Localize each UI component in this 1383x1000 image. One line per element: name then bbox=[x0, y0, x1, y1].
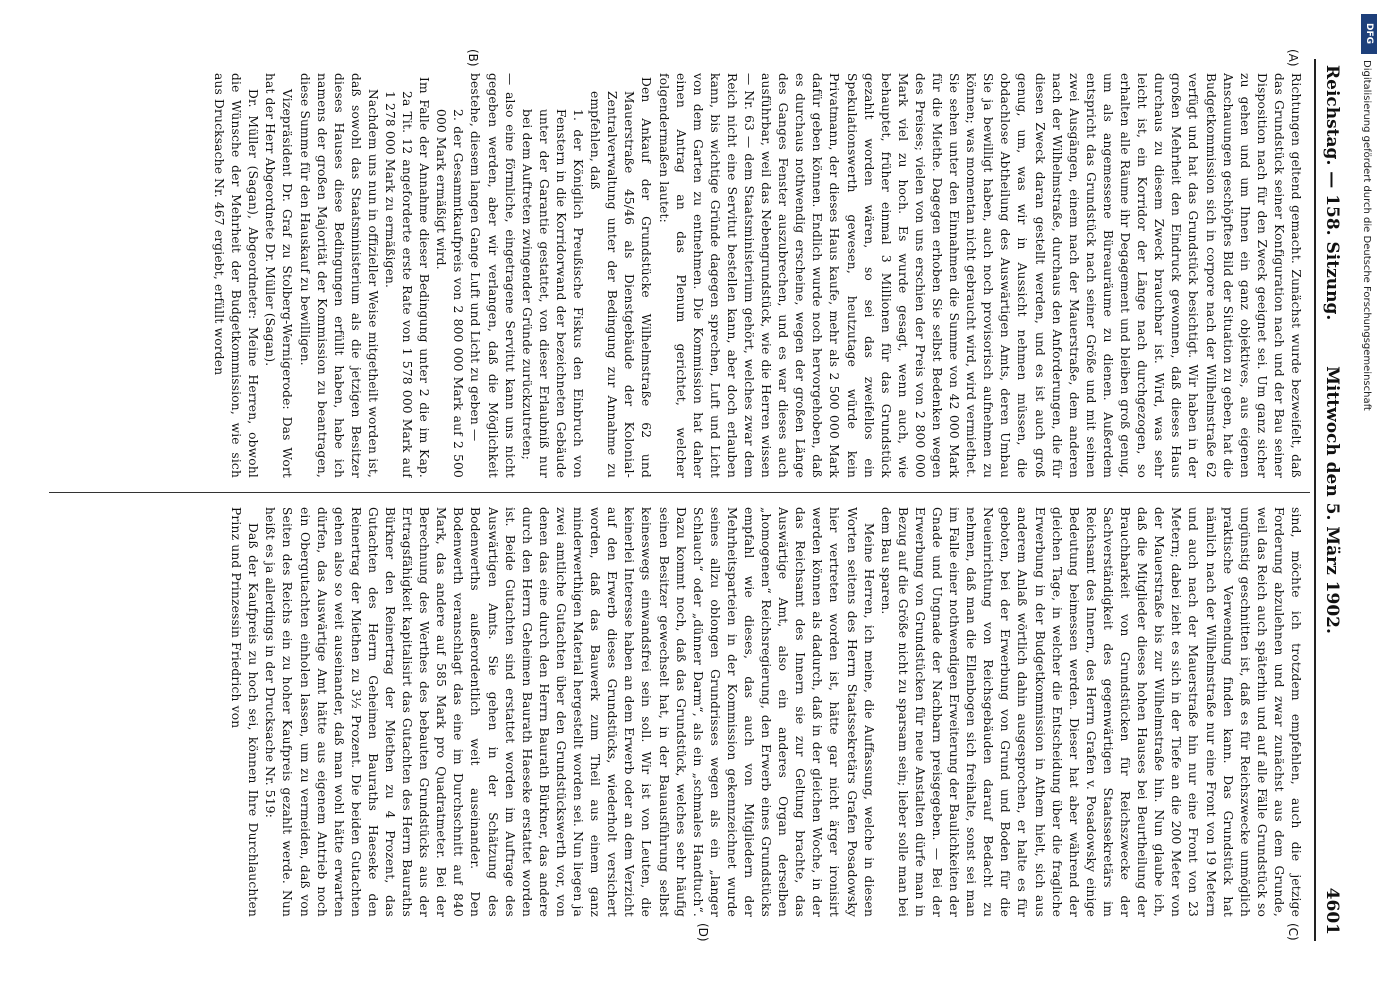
left-column bbox=[47, 73, 1304, 478]
newspaper-page bbox=[35, 45, 1360, 955]
header-date: Mittwoch den 5. März 1902. bbox=[1322, 366, 1342, 634]
paragraph: — also eine förmliche, eingetragene Servitut kann uns nicht gegeben werden, aber wir verlangen, daß die Möglichkeit bestehe, diesem langen Gange Luft und Licht zu geben — bbox=[468, 73, 517, 478]
page-number: 4601 bbox=[1322, 887, 1342, 935]
right-column bbox=[47, 507, 1304, 917]
paragraph: Den Ankauf der Grundstücke Wilhelmstraße 62 und Mauerstraße 45/46 als Dienstgebäude der Kolonial-Zentralverwaltung unter der Bedingung zur Annahme zu empfehlen, daß bbox=[588, 77, 654, 478]
speaker-paragraph: Vizepräsident Dr. Graf zu Stolberg-Wernigerode: Das Wort hat der Herr Abgeordnete Dr. Müller (Sagan). bbox=[263, 73, 295, 478]
header-session: Reichstag. — 158. Sitzung. bbox=[1322, 65, 1342, 321]
paragraph: 2. der Gesammtkaufpreis von 2 800 000 Mark auf 2 500 000 Mark ermäßigt wird. bbox=[434, 109, 466, 478]
margin-marker-c: (C) bbox=[1286, 923, 1300, 941]
margin-marker-a: (A) bbox=[1286, 49, 1300, 67]
margin-marker-d: (D) bbox=[696, 923, 710, 942]
column-divider bbox=[49, 492, 1310, 493]
dfg-logo-icon: DFG bbox=[1361, 14, 1377, 54]
page-header bbox=[1314, 65, 1348, 935]
header-rule bbox=[1314, 59, 1316, 941]
page-frame bbox=[35, 45, 1360, 955]
margin-marker-b: (B) bbox=[466, 49, 480, 67]
paragraph: Im Falle der Annahme dieser Bedingung unter 2 die im Kap. 2a Tit. 12 angeforderte erste Rate von 1 578 000 Mark auf 1 278 000 Mark zu ermäßigen. bbox=[383, 77, 432, 478]
digitization-credit bbox=[1358, 8, 1382, 993]
paragraph: Richtungen geltend gemacht. Zunächst wurde bezweifelt, daß das Grundstück seiner Konfiguration nach und der Bau seiner Disposition nach für den Zweck geeignet sei. Um ganz sicher zu gehen und um Ihnen ein ganz objektives, aus eigenen Anschauungen geschöpftes Bild der Situation zu geben, hat die Budgetkommission sich in corpore nach der Wilhelmstraße 62 verfügt und hat das Grundstück besichtigt. Wir haben in der großen Mehrheit den Eindruck gewonnen, daß dieses Haus durchaus zu diesem Zweck brauchbar ist. Wird, was sehr leicht ist, ein Korridor der Länge nach durchgezogen, so erhalten alle Räume ihr Degagement und bleiben groß genug, um als angemessene Büreauräume zu dienen. Außerdem entspricht das Grundstück nach seiner Größe und mit seinen zwei Ausgängen, einem nach der Mauerstraße, dem anderen nach der Wilhelmstraße, durchaus den Anforderungen, die für diesen Zweck daran gestellt werden, und es ist auch groß genug, um, was wir in Aussicht nehmen müssen, die obdachlose Abtheilung des Auswärtigen Amts, deren Umbau Sie ja bewilligt haben, auch noch provisorisch aufnehmen zu können; was momentan nicht gebraucht wird, wird vermiethet. Sie sehen unter den Einnahmen die Summe von 42 000 Mark für die Miethe. Dagegen erhoben Sie selbst Bedenken wegen des Preises; vielen von uns erschien der Preis von 2 800 000 Mark viel zu hoch. Es wurde gesagt, wenn auch, wie behauptet, früher einmal 3 Millionen für das Grundstück gezahlt worden wären, so sei das zweifellos ein Spekulationswerth gewesen, heutzutage würde kein Privatmann, der dieses Haus kaufe, mehr als 2 500 000 Mark dafür geben können. Endlich wurde noch hervorgehoben, daß es durchaus nothwendig erscheine, wegen der großen Länge des Ganges Fenster auszubrechen, und es war dieses auch ausführbar, weil das Nebengrundstück, wie die Herren wissen — Nr. 63 — dem Staatsministerium gehört, welches zwar dem Reich nicht eine Servitut bestellen kann, aber doch erlauben kann, bis wichtige Gründe dagegen sprechen, Luft und Licht von dem Garten zu entnehmen. Die Kommission hat daher einen Antrag an das Plenum gerichtet, welcher folgendermaßen lautet: bbox=[656, 73, 1303, 478]
speaker-paragraph: Dr. Müller (Sagan), Abgeordneter: Meine Herren, obwohl die Wünsche der Mehrheit der Budgetkommission, wie sich aus Drucksache Nr. 467 ergiebt, erfüllt worden bbox=[212, 73, 261, 478]
paragraph: 1. der Königlich Preußische Fiskus den Einbruch von Fenstern in die Korridorwand der bezeichneten Gebäude unter der Garantie gestattet, von dieser Erlaubniß nur bei dem Auftreten zwingender Gründe zurückzutreten; bbox=[519, 109, 586, 478]
credit-text: Digitalisierung gefördert durch die Deutsche Forschungsgemeinschaft bbox=[1361, 60, 1372, 411]
paragraph: Daß der Kaufpreis zu hoch sei, können Ihre Durchlauchten Prinz und Prinzessin Friedrich von bbox=[229, 507, 261, 917]
paragraph: Meine Herren, ich meine, die Auffassung, welche in diesen Worten seitens des Herrn Staatssekretärs Grafen Posadowsky hier vertreten worden ist, hätte gar nicht ärger ironisirt werden können als dadurch, daß in der gleichen Woche, in der das Reichsamt des Innern sie zur Geltung brachte, das Auswärtige Amt, also ein anderes Organ derselben „homogenen“ Reichsregierung, den Erwerb eines Grundstücks empfahl wie dieses, das auch von Mitgliedern der Mehrheitsparteien in der Kommission gekennzeichnet wurde seines allzu oblongen Grundrisses wegen als ein „langer Schlauch“ oder „dünner Darm“, als ein „schmales Handtuch“. Dazu kommt noch, daß das Grundstück, welches sehr häufig seinen Besitzer gewechselt hat, in der Bauausführung selbst keineswegs einwandsfrei sein soll. Wir ist von Leuten, die keinerlei Interesse haben an dem Erwerb oder an dem Verzicht auf den Erwerb dieses Grundstücks, wiederholt versichert worden, daß das Bauwerk zum Theil aus einem ganz minderwerthigen Material hergestellt worden sei. Nun liegen ja zwei amtliche Gutachten über den Grundstückswerth vor, von denen das eine durch den Herrn Baurath Bürkner, das andere durch den Herrn Geheimen Baurath Haeseke erstattet worden ist. Beide Gutachten sind erstattet worden im Auftrage des Auswärtigen Amts. Sie gehen in der Schätzung des Bodenwerths außerordentlich weit auseinander. Den Bodenwerth veranschlagt das eine im Durchschnitt auf 840 Mark, das andere auf 585 Mark pro Quadratmeter. Bei der Berechnung des Werthes des bebauten Grundstücks aus der Ertragsfähigkeit kapitalisirt das Gutachten des Herrn Bauraths Bürkner den Reinertrag der Miethen zu 4 Prozent, das Gutachten des Herrn Geheimen Bauraths Haeseke den Reinertrag der Miethen zu 3½ Prozent. Die beiden Gutachten gehen also so weit auseinander, daß man wohl hätte erwarten dürfen, das Auswärtige Amt hätte aus eigenem Antrieb noch ein Obergutachten einholen lassen, um zu vermeiden, daß von Seiten des Reichs ein zu hoher Kaufpreis gezahlt werde. Nun heißt es ja allerdings in der Drucksache Nr. 519: bbox=[263, 507, 876, 917]
paragraph: sind, möchte ich trotzdem empfehlen, auch die jetzige Forderung abzulehnen und zwar zunächst aus dem Grunde, weil das Reich auch späterhin und auf alle Fälle Grundstück so ungünstig geschnitten ist, daß es für Reichszwecke unmöglich praktische Verwendung finden kann. Das Grundstück hat nämlich nach der Wilhelmstraße nur eine Front von 19 Metern und auch nach der Mauerstraße hin nur eine Front von 23 Metern; dabei zieht es sich in der Tiefe an die 200 Meter von der Mauerstraße bis zur Wilhelmstraße hin. Nun glaube ich, daß die Mitglieder dieses hohen Hauses bei Beurtheilung der Brauchbarkeit von Grundstücken für Reichszwecke der Sachverständigkeit des gegenwärtigen Staatssekretärs im Reichsamt des Innern, des Herrn Grafen v. Posadowsky einige Bedeutung beimessen werden. Dieser hat aber während der gleichen Tage, in welcher die Entscheidung über die fragliche Erwerbung in der Budgetkommission in Athem hielt, sich aus anderem Anlaß wörtlich dahin ausgesprochen, er halte es für geboten, bei der Erwerbung von Grund und Boden für die Neueinrichtung von Reichsgebäuden darauf Bedacht zu nehmen, daß man die Ellenbogen sich freihalte, sonst sei man im Falle einer nothwendigen Erweiterung der Baulichkeiten der Gnade und Ungnade der Nachbarn preisgegeben. — Bei der Erwerbung von Grundstücken für neue Anstalten dürfe man in Bezug auf die Größe nicht zu sparsam sein; lieber solle man bei dem Bau sparen. bbox=[878, 507, 1303, 917]
paragraph: Nachdem uns nun in offizieller Weise mitgetheilt worden ist, daß sowohl das Staatsministerium als die jetzigen Besitzer dieses Hauses diese Bedingungen erfüllt haben, habe ich namens der großen Majorität der Kommission zu beantragen, diese Summe für den Hauskauf zu bewilligen. bbox=[297, 73, 380, 478]
